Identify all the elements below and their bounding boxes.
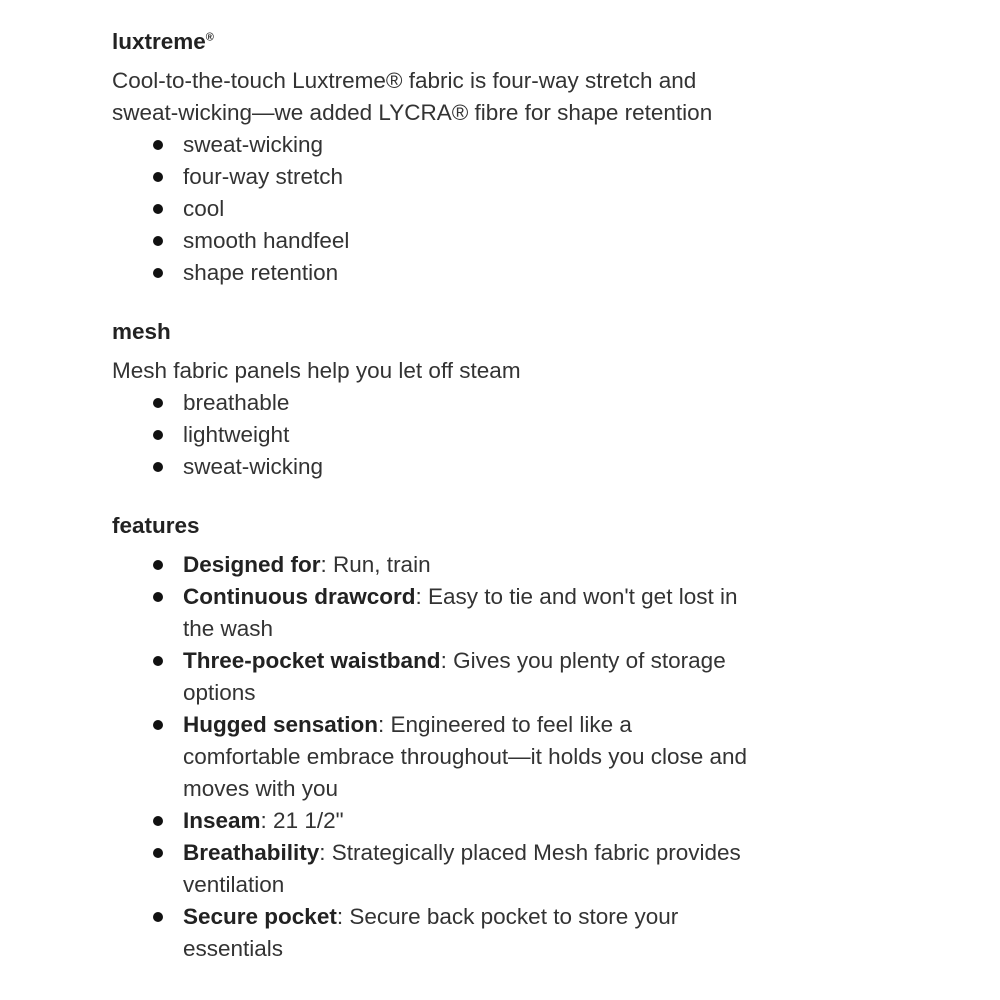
- bullet-icon: [153, 140, 163, 150]
- list-item: [112, 387, 1000, 419]
- list-item: [112, 257, 1000, 289]
- feature-item: [112, 709, 752, 805]
- list-item-text: smooth handfeel: [183, 228, 350, 253]
- feature-text: : Engineered to feel like a comfortable embrace throughout—it holds you close and moves with you: [183, 712, 748, 801]
- feature-name: Continuous drawcord: [183, 584, 416, 609]
- list-item-text: shape retention: [183, 260, 339, 285]
- feature-item: [112, 805, 752, 837]
- bullet-icon: [153, 720, 163, 730]
- bullet-icon: [153, 656, 163, 666]
- bullet-icon: [153, 236, 163, 246]
- list-item: [112, 161, 1000, 193]
- features-list: [112, 549, 752, 965]
- bullet-icon: [153, 204, 163, 214]
- list-item: [112, 451, 1000, 483]
- bullet-icon: [153, 560, 163, 570]
- bullet-icon: [153, 816, 163, 826]
- feature-text: : Strategically placed Mesh fabric provides ventilation: [183, 840, 741, 897]
- list-item-text: lightweight: [183, 422, 290, 447]
- bullet-icon: [153, 592, 163, 602]
- bullet-icon: [153, 912, 163, 922]
- list-item-text: four-way stretch: [183, 164, 344, 189]
- feature-text: : Run, train: [320, 552, 431, 577]
- luxtreme-heading: [112, 26, 1000, 58]
- mesh-heading: mesh: [112, 319, 171, 344]
- list-item-text: sweat-wicking: [183, 132, 324, 157]
- feature-text: : Gives you plenty of storage options: [183, 648, 726, 705]
- feature-text: : Easy to tie and won't get lost in the wash: [183, 584, 738, 641]
- feature-item: [112, 549, 752, 581]
- luxtreme-section: [112, 26, 1000, 289]
- feature-name: Secure pocket: [183, 904, 337, 929]
- list-item: [112, 419, 1000, 451]
- bullet-icon: [153, 172, 163, 182]
- bullet-icon: [153, 398, 163, 408]
- list-item-text: breathable: [183, 390, 290, 415]
- feature-name: Three-pocket waistband: [183, 648, 441, 673]
- mesh-benefits-list: [112, 387, 1000, 483]
- feature-name: Designed for: [183, 552, 321, 577]
- luxtreme-benefits-list: [112, 129, 1000, 289]
- list-item-text: sweat-wicking: [183, 454, 324, 479]
- feature-item: [112, 901, 752, 965]
- registered-mark: ®: [205, 31, 214, 44]
- list-item-text: cool: [183, 196, 225, 221]
- mesh-description: Mesh fabric panels help you let off steam: [112, 358, 521, 383]
- bullet-icon: [153, 848, 163, 858]
- bullet-icon: [153, 430, 163, 440]
- list-item: [112, 129, 1000, 161]
- feature-name: Inseam: [183, 808, 261, 833]
- luxtreme-description: Cool-to-the-touch Luxtreme® fabric is four-way stretch and sweat-wicking—we added LYCRA® fibre for shape retention: [112, 68, 713, 125]
- feature-name: Hugged sensation: [183, 712, 379, 737]
- bullet-icon: [153, 462, 163, 472]
- feature-item: [112, 581, 752, 645]
- mesh-section: [112, 316, 1000, 483]
- features-heading: features: [112, 513, 200, 538]
- feature-name: Breathability: [183, 840, 320, 865]
- feature-item: [112, 645, 752, 709]
- features-section: [112, 510, 1000, 965]
- list-item: [112, 193, 1000, 225]
- feature-text: : Secure back pocket to store your essentials: [183, 904, 679, 961]
- luxtreme-heading-text: luxtreme: [112, 29, 206, 54]
- bullet-icon: [153, 268, 163, 278]
- list-item: [112, 225, 1000, 257]
- feature-item: [112, 837, 752, 901]
- feature-text: : 21 1/2": [260, 808, 344, 833]
